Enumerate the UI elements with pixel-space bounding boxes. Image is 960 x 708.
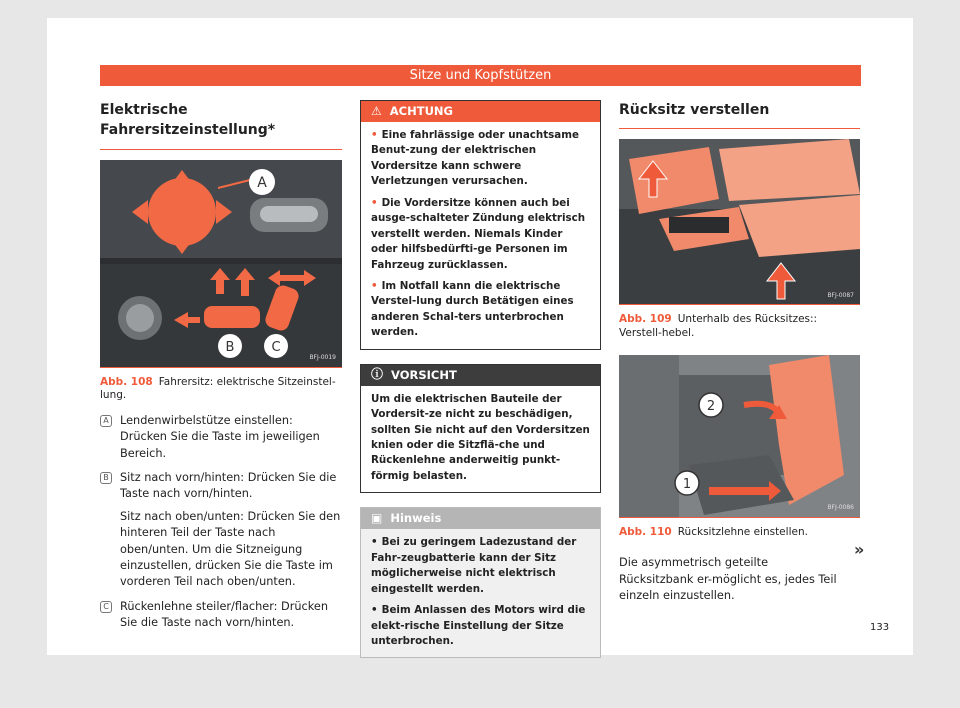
steps-list <box>100 413 342 632</box>
list-item: • Die Vordersitze können auch bei ausge-schalteter Zündung elektrisch verstellt werden. Niemals Kinder oder hilfsbedürfti-ge Personen im Fahrzeug zurücklassen. <box>371 196 586 271</box>
step-a <box>100 413 342 462</box>
step-b <box>100 470 342 591</box>
vorsicht-box <box>360 364 601 494</box>
figure-label-2: 2 <box>706 398 716 414</box>
left-column <box>100 100 342 631</box>
figure-code: BFJ-0019 <box>309 353 336 361</box>
step-text: Rückenlehne steiler/flacher: Drücken Sie die Taste nach vorn/hinten. <box>120 599 329 629</box>
achtung-body <box>361 122 600 349</box>
hinweis-box <box>360 507 601 658</box>
figure-label-a: A <box>257 174 267 191</box>
achtung-header <box>361 101 600 122</box>
hinweis-body <box>361 529 600 657</box>
step-subtext: Sitz nach oben/unten: Drücken Sie den hinteren Teil der Taste nach oben/unten. Um die Sitzneigung einzustellen, drücken Sie die Taste im vorderen Teil nach oben/unten. <box>120 509 341 589</box>
middle-column <box>360 100 601 672</box>
figure-code: BFJ-0086 <box>827 503 854 511</box>
warning-triangle-icon: ⚠ <box>371 103 382 118</box>
hinweis-title: Hinweis <box>390 511 442 526</box>
figure-code: BFJ-0087 <box>827 291 854 299</box>
figure-label-c: C <box>271 339 281 355</box>
figure-109 <box>619 139 860 305</box>
figure-caption-text: Unterhalb des Rücksitzes:: Verstell-hebel. <box>619 313 818 339</box>
seat-control-illustration <box>100 160 342 368</box>
step-text: Lendenwirbelstütze einstellen: Drücken Sie die Taste im jeweiligen Bereich. <box>120 413 320 460</box>
step-letter: B <box>100 472 112 484</box>
figure-caption-text: Rücksitzlehne einstellen. <box>677 525 808 538</box>
step-c <box>100 599 342 632</box>
achtung-title: ACHTUNG <box>389 104 453 119</box>
figure-110 <box>619 355 860 518</box>
body-paragraph: Die asymmetrisch geteilte Rücksitzbank er-möglicht es, jedes Teil einzeln einzustellen. <box>619 556 837 602</box>
figure-number: Abb. 108 <box>100 375 153 388</box>
list-item: • Im Notfall kann die elektrische Verstel-lung durch Betätigen eines anderen Schal-ters unterbrochen werden. <box>371 279 574 339</box>
section-header: Sitze und Kopfstützen <box>100 65 861 86</box>
vorsicht-header <box>361 365 600 386</box>
continue-mark: » <box>854 540 865 559</box>
list-item: • Eine fahrlässige oder unachtsame Benut-zung der elektrischen Vordersitze kann schwere Verletzungen verursachen. <box>371 129 579 188</box>
vorsicht-body: Um die elektrischen Bauteile der Vordersit-ze nicht zu beschädigen, sollten Sie nicht auf den Vordersitzen knien oder die Sitzflä-che und Rückenlehne anderweitig punkt-förmig belasten. <box>371 392 590 482</box>
page-number: 133 <box>870 622 890 633</box>
figure-label-1: 1 <box>682 476 692 492</box>
step-letter: C <box>100 601 112 613</box>
section-heading-electric-seat: Elektrische Fahrersitzeinstellung* <box>100 100 342 150</box>
figure-caption-text: Fahrersitz: elektrische Sitzeinstel-lung. <box>100 375 336 402</box>
figure-caption <box>619 313 860 340</box>
vorsicht-title: VORSICHT <box>391 367 457 382</box>
exclamation-circle-icon: ⓘ <box>371 367 384 382</box>
figure-108 <box>100 160 342 368</box>
info-square-icon: ▣ <box>371 511 383 526</box>
section-heading-rear-seat: Rücksitz verstellen <box>619 100 860 129</box>
rear-seat-lever-illustration <box>619 139 860 305</box>
figure-caption <box>100 376 342 403</box>
list-item: • Bei zu geringem Ladezustand der Fahr-zeugbatterie kann der Sitz möglicherweise nicht elektrisch eingestellt werden. <box>371 536 577 595</box>
figure-caption <box>619 526 860 540</box>
figure-number: Abb. 110 <box>619 525 672 538</box>
list-item: • Beim Anlassen des Motors wird die elekt-rische Einstellung der Sitze unterbrochen. <box>371 604 586 647</box>
step-text: Sitz nach vorn/hinten: Drücken Sie die Taste nach vorn/hinten. <box>120 471 337 501</box>
figure-label-b: B <box>225 339 235 355</box>
achtung-box <box>360 100 601 350</box>
step-letter: A <box>100 415 112 427</box>
right-column <box>619 100 860 604</box>
rear-seat-backrest-illustration <box>619 355 860 518</box>
hinweis-header <box>361 508 600 529</box>
figure-number: Abb. 109 <box>619 313 672 326</box>
